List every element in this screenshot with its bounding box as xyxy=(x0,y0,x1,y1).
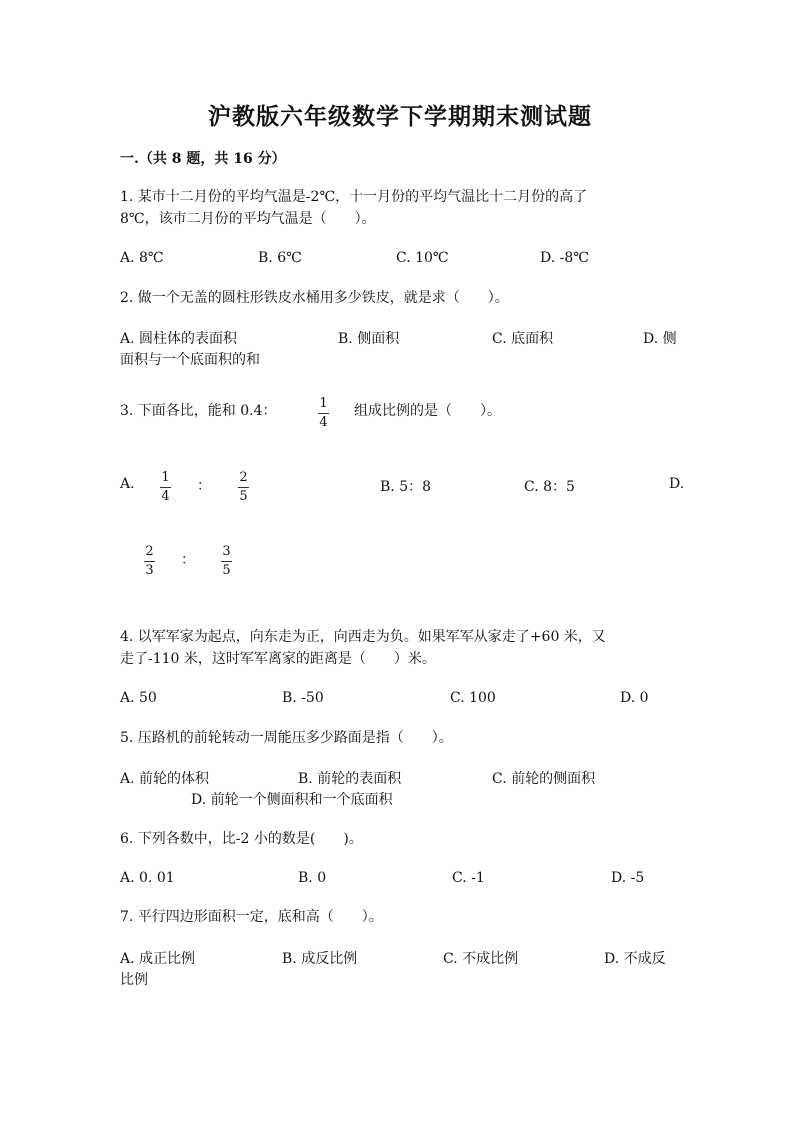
fraction-denominator: 5 xyxy=(222,563,231,578)
q3-option-a-fraction-1 xyxy=(160,470,171,505)
q1-option-c: C. 10℃ xyxy=(396,250,449,266)
fraction-denominator: 4 xyxy=(319,415,328,430)
q6-option-c: C. -1 xyxy=(452,870,485,886)
q6-option-a: A. 0. 01 xyxy=(120,870,175,886)
q4-option-d: D. 0 xyxy=(620,690,649,706)
q2-option-a: A. 圆柱体的表面积 xyxy=(120,331,238,347)
q1-option-a: A. 8℃ xyxy=(120,250,164,266)
fraction-numerator: 1 xyxy=(319,396,328,411)
q2-option-d: D. 侧 xyxy=(643,331,677,347)
q3-option-d-fraction-1 xyxy=(144,544,155,579)
q7-option-a: A. 成正比例 xyxy=(120,951,196,967)
page-title: 沪教版六年级数学下学期期末测试题 xyxy=(208,103,592,130)
question-7-line-1: 7. 平行四边形面积一定，底和高（ ）。 xyxy=(120,909,383,925)
question-3-suffix: 组成比例的是（ ）。 xyxy=(354,403,501,419)
q2-option-b: B. 侧面积 xyxy=(338,331,400,347)
fraction-denominator: 4 xyxy=(161,489,170,504)
q5-option-b: B. 前轮的表面积 xyxy=(298,771,402,787)
question-2-line-1: 2. 做一个无盖的圆柱形铁皮水桶用多少铁皮，就是求（ ）。 xyxy=(120,290,509,306)
q3-fraction xyxy=(318,396,329,431)
question-5-line-1: 5. 压路机的前轮转动一周能压多少路面是指（ ）。 xyxy=(120,730,453,746)
q5-option-a: A. 前轮的体积 xyxy=(120,771,210,787)
q2-option-c: C. 底面积 xyxy=(492,331,554,347)
fraction-bar xyxy=(318,413,329,414)
fraction-bar xyxy=(144,561,155,562)
q6-option-b: B. 0 xyxy=(298,870,327,886)
fraction-bar xyxy=(221,561,232,562)
q4-option-a: A. 50 xyxy=(120,690,157,706)
q3-option-d-colon: ： xyxy=(181,552,195,568)
question-4-line-2: 走了-110 米，这时军军离家的距离是（ ）米。 xyxy=(120,651,436,667)
fraction-bar xyxy=(160,487,171,488)
fraction-numerator: 2 xyxy=(145,544,154,559)
q7-option-d: D. 不成反 xyxy=(604,951,666,967)
question-4-line-1: 4. 以军军家为起点，向东走为正，向西走为负。如果军军从家走了+60 米，又 xyxy=(120,629,606,645)
fraction-numerator: 2 xyxy=(239,470,248,485)
question-6-line-1: 6. 下列各数中，比-2 小的数是( )。 xyxy=(120,831,363,847)
q2-option-d-continued: 面积与一个底面积的和 xyxy=(120,352,260,368)
q7-option-d-continued: 比例 xyxy=(120,972,148,988)
q7-option-b: B. 成反比例 xyxy=(282,951,358,967)
fraction-denominator: 3 xyxy=(145,563,154,578)
q5-option-d: D. 前轮一个侧面积和一个底面积 xyxy=(191,792,393,808)
q4-option-b: B. -50 xyxy=(282,690,324,706)
q5-option-c: C. 前轮的侧面积 xyxy=(492,771,596,787)
q3-option-d-fraction-2 xyxy=(221,544,232,579)
q1-option-b: B. 6℃ xyxy=(258,250,302,266)
section-heading: 一.（共 8 题，共 16 分） xyxy=(120,151,286,167)
q3-option-b: B. 5：8 xyxy=(380,479,432,495)
q3-option-a-fraction-2 xyxy=(238,470,249,505)
q3-option-c: C. 8：5 xyxy=(524,479,575,495)
fraction-bar xyxy=(238,487,249,488)
question-1-line-2: 8℃，该市二月份的平均气温是（ ）。 xyxy=(120,211,376,227)
q6-option-d: D. -5 xyxy=(611,870,645,886)
q7-option-c: C. 不成比例 xyxy=(443,951,519,967)
q3-option-a-colon: ： xyxy=(197,478,211,494)
q4-option-c: C. 100 xyxy=(450,690,496,706)
q3-option-a-label: A. xyxy=(120,476,135,492)
q1-option-d: D. -8℃ xyxy=(540,250,589,266)
q3-option-d-label: D. xyxy=(669,476,685,492)
question-1-line-1: 1. 某市十二月份的平均气温是-2℃，十一月份的平均气温比十二月份的高了 xyxy=(120,189,588,205)
fraction-numerator: 1 xyxy=(161,470,170,485)
question-3-prefix: 3. 下面各比，能和 0.4： xyxy=(120,403,277,419)
fraction-denominator: 5 xyxy=(239,489,248,504)
fraction-numerator: 3 xyxy=(222,544,231,559)
